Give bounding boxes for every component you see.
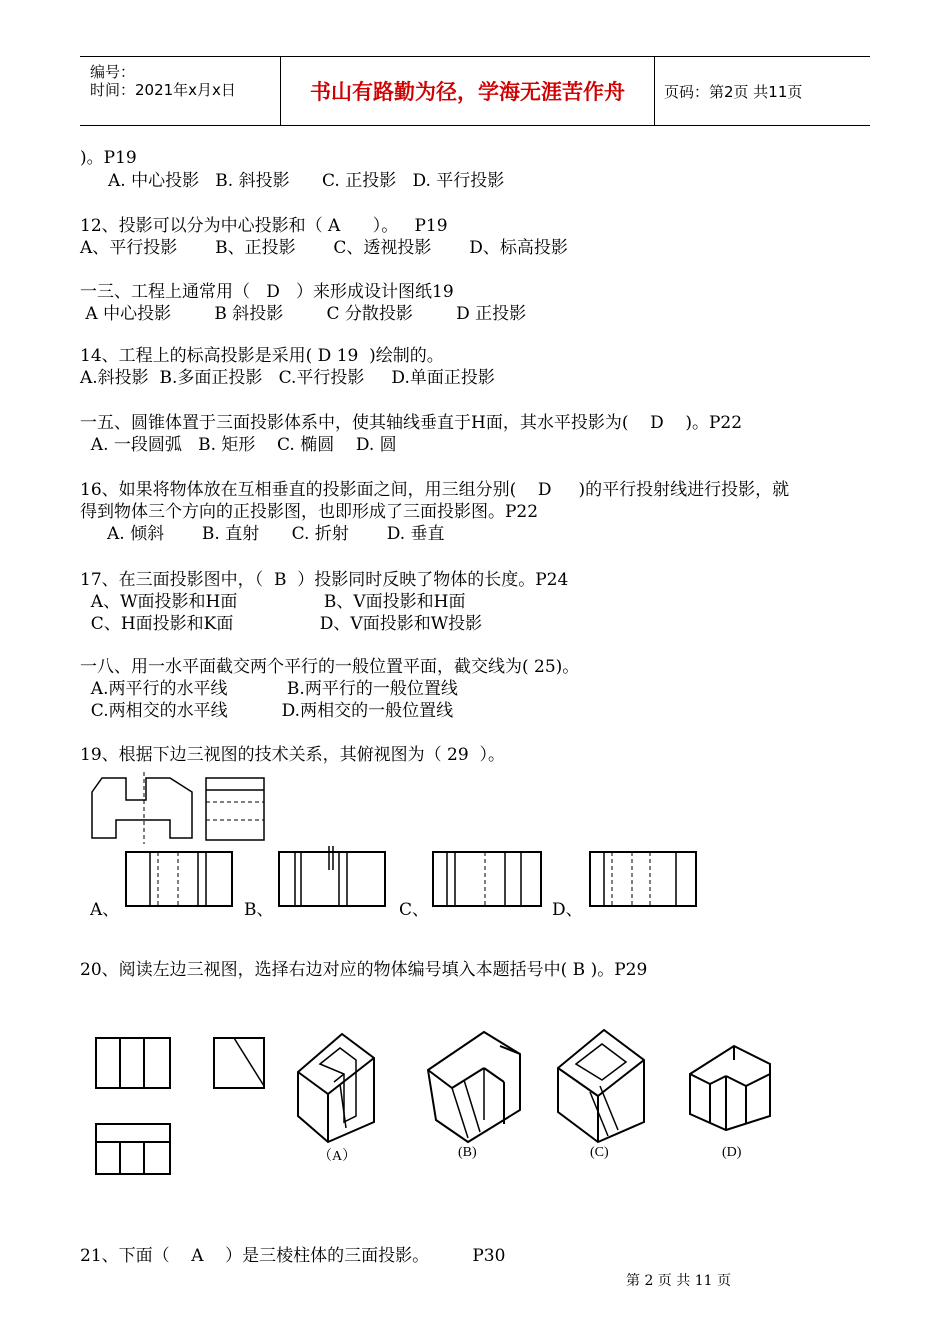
- question-17-options-1: A、W面投影和H面 B、V面投影和H面: [80, 592, 466, 612]
- question-16-line1: 16、如果将物体放在互相垂直的投影面之间，用三组分别( D )的平行投射线进行投影，就: [80, 480, 790, 500]
- header-page-info: 页码：第2页 共11页: [664, 83, 803, 101]
- q20-caption-b: (B): [458, 1145, 477, 1160]
- text-line: )。P19: [80, 148, 137, 168]
- question-15: 一五、圆锥体置于三面投影体系中，使其轴线垂直于H面，其水平投影为( D )。P22: [80, 413, 743, 433]
- question-16-line2: 得到物体三个方向的正投影图，也即形成了三面投影图。P22: [80, 502, 539, 522]
- q20-caption-c: (C): [590, 1145, 609, 1160]
- q19-front-side-views: [88, 772, 278, 844]
- q20-figure-d: [686, 1042, 776, 1132]
- q20-three-views: [94, 1036, 274, 1176]
- question-18-options-2: C.两相交的水平线 D.两相交的一般位置线: [80, 701, 454, 721]
- q19-option-b-label: B、: [244, 900, 274, 920]
- number-label: 编号：: [90, 63, 136, 81]
- q20-caption-a: （A）: [318, 1149, 357, 1164]
- q19-option-c-label: C、: [399, 900, 430, 920]
- question-13: 一三、工程上通常用（ D ）来形成设计图纸19: [80, 282, 454, 302]
- q20-caption-d: (D): [722, 1145, 742, 1160]
- time-label: 时间：2021年x月x日: [90, 81, 236, 99]
- question-14-options: A.斜投影 B.多面正投影 C.平行投影 D.单面正投影: [80, 368, 495, 388]
- q20-figure-b: [424, 1024, 524, 1144]
- question-21: 21、下面（ A ）是三棱柱体的三面投影。 P30: [80, 1246, 506, 1266]
- question-18: 一八、用一水平面截交两个平行的一般位置平面，截交线为( 25)。: [80, 657, 580, 677]
- question-20: 20、阅读左边三视图，选择右边对应的物体编号填入本题括号中( B )。P29: [80, 960, 648, 980]
- q20-figure-c: [554, 1022, 648, 1144]
- q19-option-a-figure: [124, 850, 234, 908]
- page-header: [80, 56, 870, 126]
- q19-option-d-figure: [588, 850, 698, 908]
- page-footer: 第 2 页 共 11 页: [626, 1273, 731, 1289]
- q19-option-c-figure: [431, 850, 543, 908]
- text-line: A. 中心投影 B. 斜投影 C. 正投影 D. 平行投影: [108, 171, 505, 191]
- question-18-options-1: A.两平行的水平线 B.两平行的一般位置线: [80, 679, 458, 699]
- question-14: 14、工程上的标高投影是采用( D 19 )绘制的。: [80, 346, 444, 366]
- q19-option-a-label: A、: [90, 900, 120, 920]
- question-17: 17、在三面投影图中，（ B ）投影同时反映了物体的长度。P24: [80, 570, 569, 590]
- question-17-options-2: C、H面投影和K面 D、V面投影和W投影: [80, 614, 483, 634]
- q19-option-b-figure: [277, 846, 387, 908]
- question-12: 12、投影可以分为中心投影和（ A ）。 P19: [80, 216, 448, 236]
- question-16-options: A. 倾斜 B. 直射 C. 折射 D. 垂直: [80, 524, 445, 544]
- question-13-options: A 中心投影 B 斜投影 C 分散投影 D 正投影: [80, 304, 527, 324]
- header-meta-cell: [80, 57, 281, 125]
- q19-option-d-label: D、: [552, 900, 583, 920]
- question-19: 19、根据下边三视图的技术关系，其俯视图为（ 29 ）。: [80, 745, 505, 765]
- q20-figure-a: [294, 1024, 378, 1144]
- question-15-options: A. 一段圆弧 B. 矩形 C. 椭圆 D. 圆: [80, 435, 397, 455]
- question-12-options: A、平行投影 B、正投影 C、透视投影 D、标高投影: [80, 238, 568, 258]
- header-motto: 书山有路勤为径，学海无涯苦作舟: [281, 57, 655, 125]
